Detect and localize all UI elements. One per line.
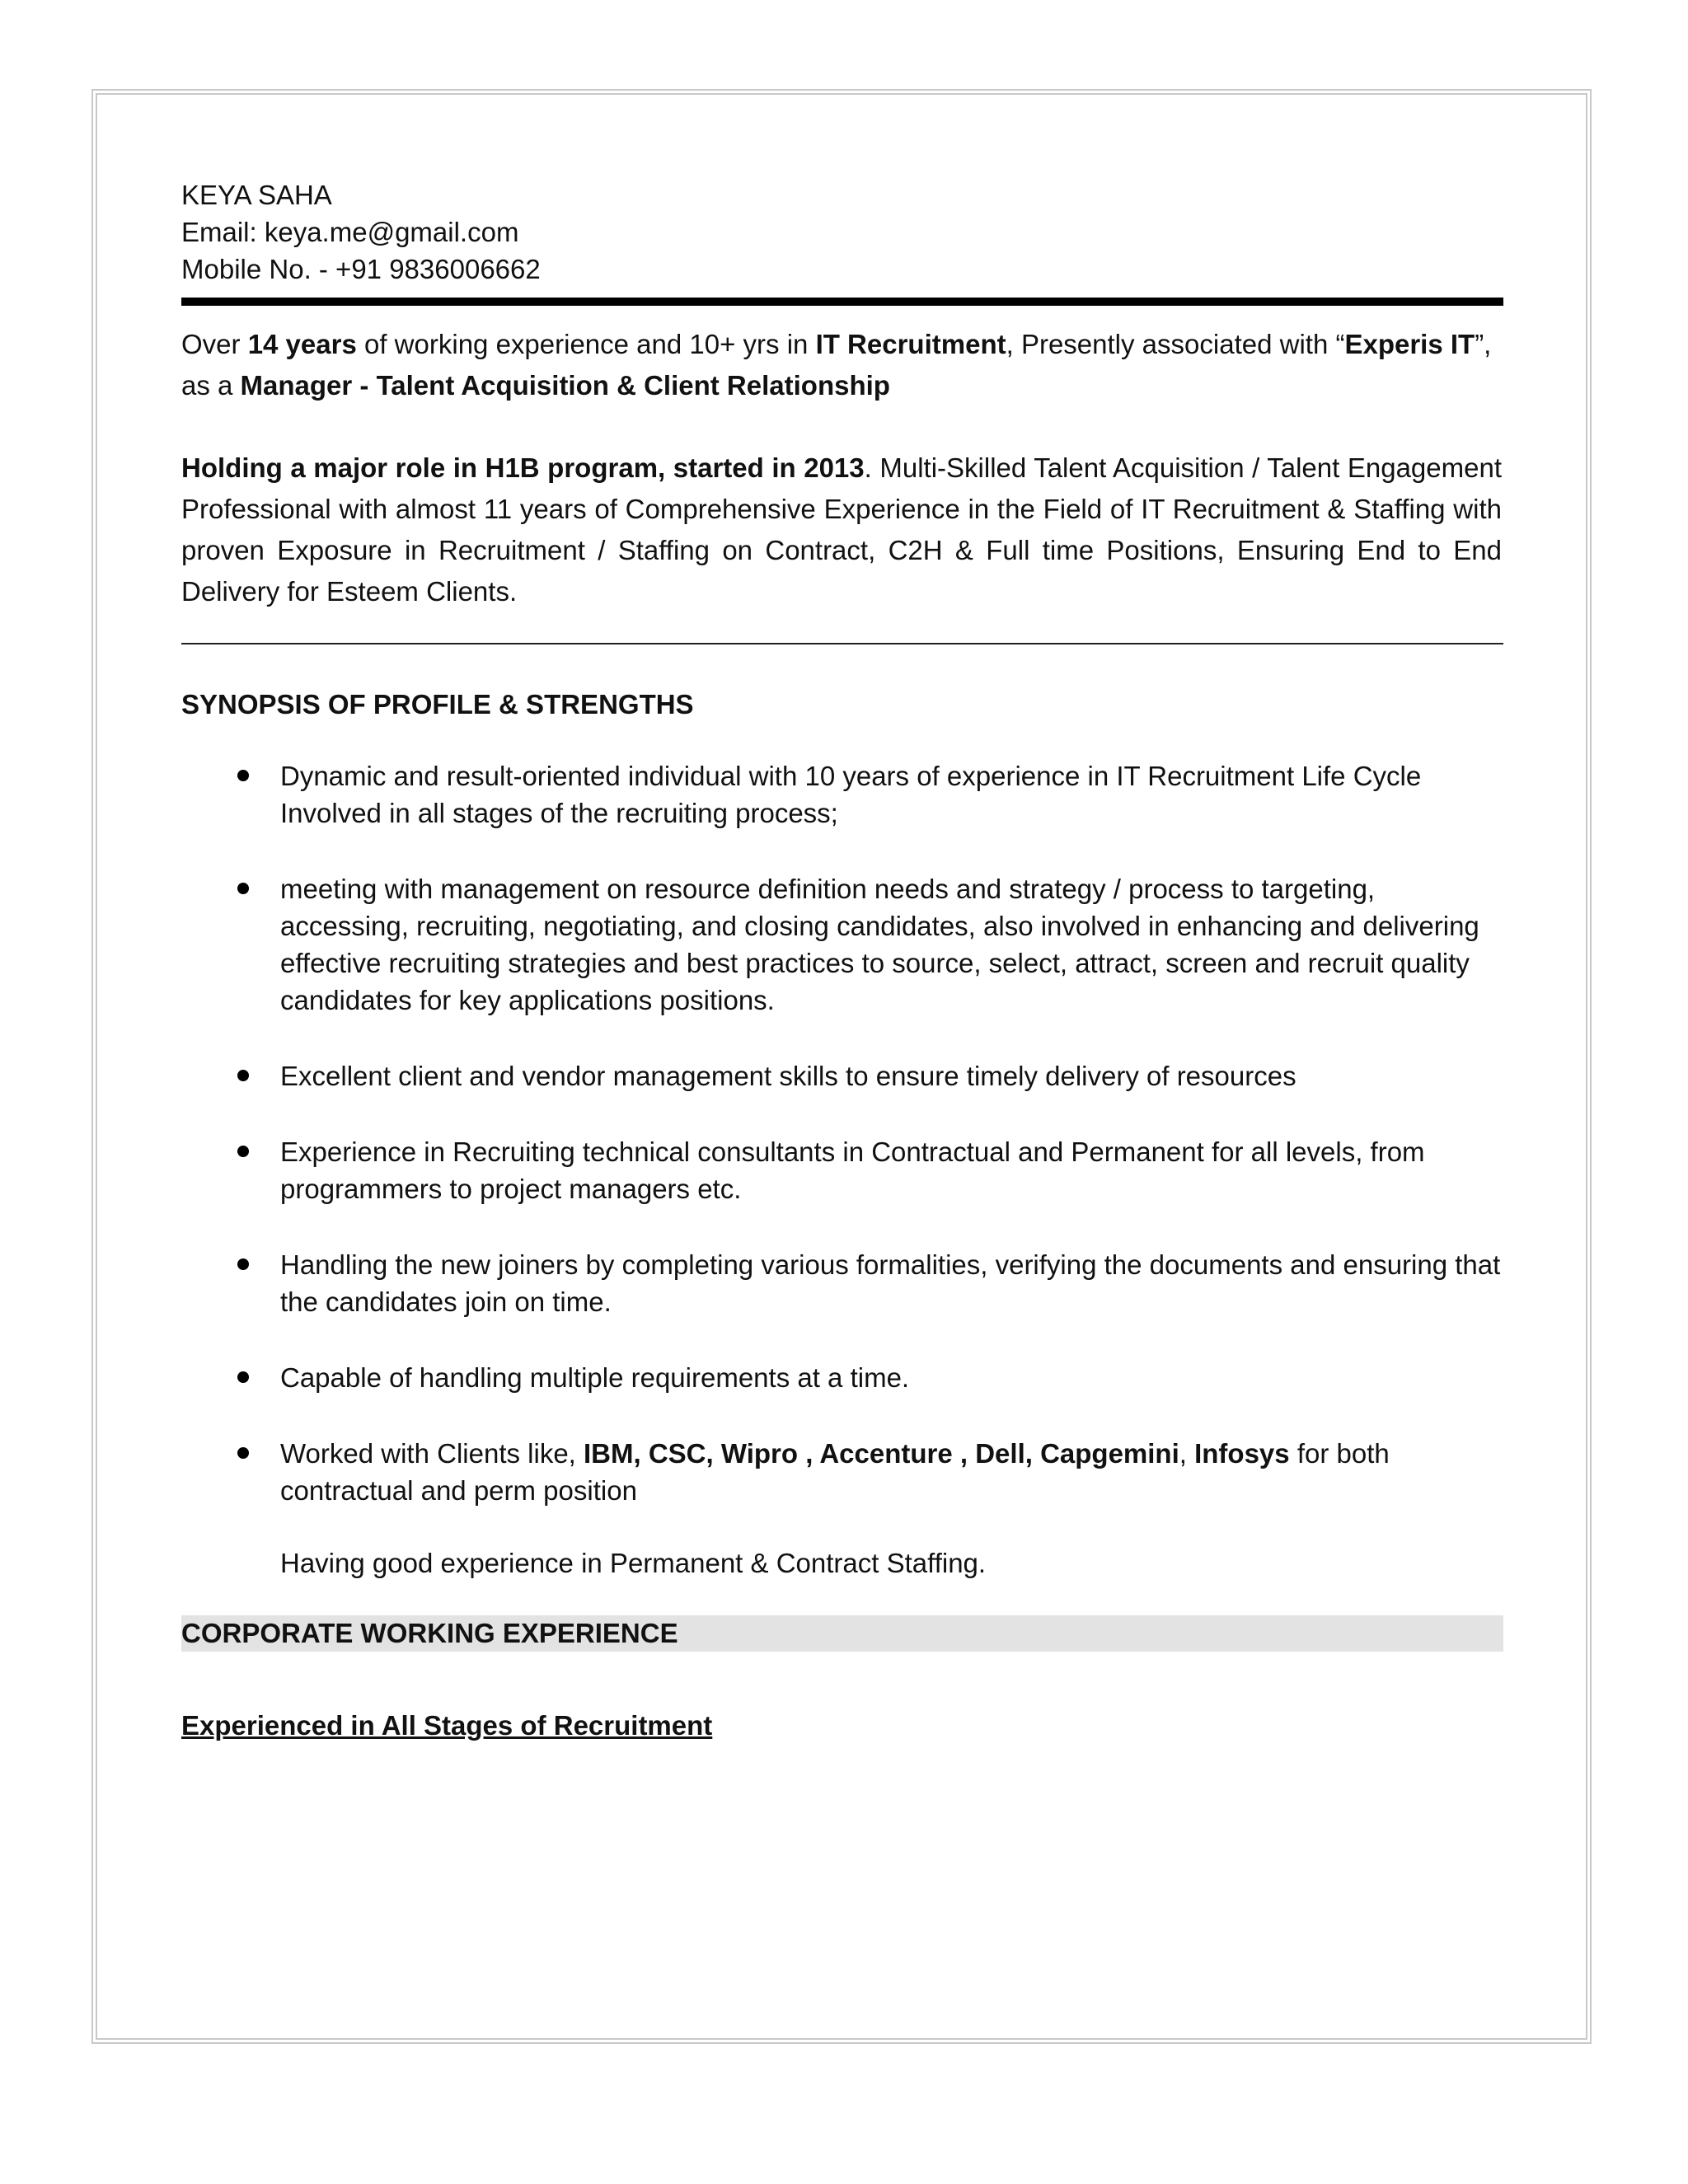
bullet-icon [237, 1146, 249, 1157]
experience-heading: CORPORATE WORKING EXPERIENCE [181, 1615, 1503, 1652]
list-item-text: Excellent client and vendor management skills to ensure timely delivery of resources [280, 1061, 1296, 1091]
list-item-text: Dynamic and result-oriented individual with 10 years of experience in IT Recruitment Life Cycle Involved in all stages of the recruiting process; [280, 761, 1422, 828]
summary-highlight: Holding a major role in H1B program, started in 2013 [181, 452, 865, 483]
intro-years: 14 years [247, 329, 357, 359]
list-item-text: Handling the new joiners by completing various formalities, verifying the documents and ensuring that the candidates join on time. [280, 1249, 1501, 1317]
list-item [181, 1359, 1502, 1396]
intro-text-4: ”, as a [181, 329, 1492, 401]
contact-block [181, 176, 1502, 288]
bullet-icon [237, 1371, 249, 1383]
list-item [181, 757, 1502, 832]
clients-names: IBM, CSC, Wipro , Accenture , Dell, Capgemini [584, 1438, 1179, 1469]
bullet-icon [237, 1447, 249, 1459]
bullet-icon [237, 770, 249, 781]
list-item-text: meeting with management on resource definition needs and strategy / process to targeting, accessing, recruiting, negotiating, and closing candidates, also involved in enhancing and delivering effective recruiting strategies and best practices to source, select, attract, screen and recruit quality candidates for key applications positions. [280, 874, 1479, 1015]
section-divider [181, 643, 1503, 644]
list-item [181, 1246, 1502, 1320]
intro-company: Experis IT [1344, 329, 1475, 359]
clients-text-3: for both contractual and perm position [280, 1438, 1390, 1506]
staffing-note: Having good experience in Permanent & Contract Staffing. [280, 1548, 987, 1578]
intro-text-2: of working experience and 10+ yrs in [356, 329, 816, 359]
experience-subheading: Experienced in All Stages of Recruitment [181, 1710, 713, 1741]
summary-paragraph [181, 448, 1502, 612]
header-divider [181, 298, 1503, 306]
intro-text-1: Over [181, 329, 248, 359]
resume-page [181, 176, 1502, 1744]
synopsis-heading: SYNOPSIS OF PROFILE & STRENGTHS [181, 689, 694, 719]
list-item [181, 870, 1502, 1019]
list-item-text: Experience in Recruiting technical consultants in Contractual and Permanent for all levels, from programmers to project managers etc. [280, 1137, 1425, 1204]
bullet-icon [237, 883, 249, 894]
intro-field: IT Recruitment [815, 329, 1006, 359]
list-item-clients [181, 1435, 1502, 1509]
list-item-text: Capable of handling multiple requirements at a time. [280, 1362, 910, 1393]
list-item [181, 1133, 1502, 1207]
clients-text-1: Worked with Clients like, [280, 1438, 584, 1469]
clients-infosys: Infosys [1194, 1438, 1290, 1469]
list-item [181, 1057, 1502, 1094]
intro-text-3: , Presently associated with “ [1006, 329, 1345, 359]
candidate-name: KEYA SAHA [181, 180, 332, 210]
bullet-icon [237, 1070, 249, 1081]
synopsis-list [181, 757, 1502, 1509]
bullet-icon [237, 1258, 249, 1270]
intro-role: Manager - Talent Acquisition & Client Relationship [240, 370, 890, 401]
clients-text-2: , [1179, 1438, 1195, 1469]
intro-paragraph [181, 324, 1502, 406]
summary-text: . Multi-Skilled Talent Acquisition / Talent Engagement Professional with almost 11 years of Comprehensive Experience in the Field of IT Recruitment & Staffing with proven Exposure in Recruitment / Staffing on Contract, C2H & Full time Positions, Ensuring End to End Delivery for Esteem Clients. [181, 452, 1502, 607]
mobile-line: Mobile No. - +91 9836006662 [181, 254, 541, 284]
email-line: Email: keya.me@gmail.com [181, 217, 519, 247]
